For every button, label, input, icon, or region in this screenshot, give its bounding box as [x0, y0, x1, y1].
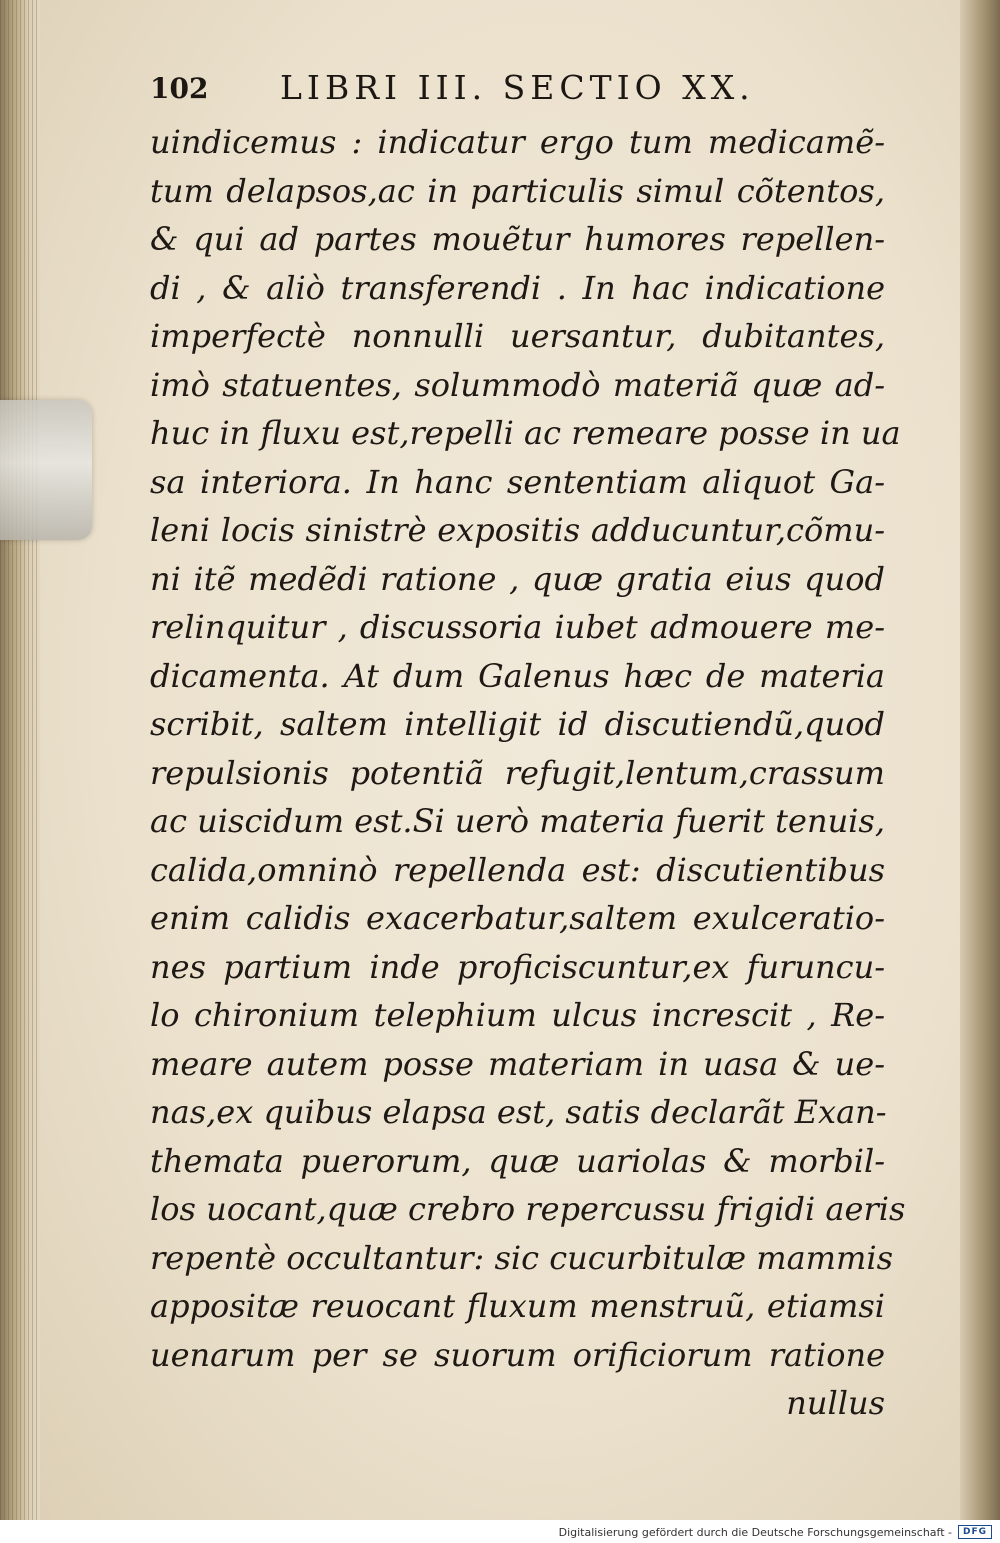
catchword: nullus — [786, 1384, 885, 1422]
text-line-23: los uocant,quæ crebro repercussu frigidi aeris — [150, 1190, 906, 1228]
text-line-8: sa interiora. In hanc sententiam aliquot Ga- — [150, 462, 885, 501]
right-page-edge — [960, 0, 1000, 1520]
footer-bar — [0, 1520, 1000, 1543]
page-number: 102 — [150, 72, 209, 105]
footer-credit: Digitalisierung gefördert durch die Deutsche Forschungsgemeinschaft - — [558, 1526, 952, 1539]
text-line-16: calida,omninò repellenda est: discutientibus — [150, 850, 885, 889]
text-line-20: meare autem posse materiam in uasa & ue- — [150, 1044, 885, 1083]
running-head: LIBRI III. SECTIO XX. — [280, 68, 755, 107]
text-line-9: leni locis sinistrè expositis adducuntur,cõmu- — [150, 511, 885, 549]
text-line-5: imperfectè nonnulli uersantur, dubitantes, — [150, 317, 885, 355]
text-line-3: & qui ad partes mouẽtur humores repellen- — [150, 220, 885, 258]
text-line-4: di , & aliò transferendi . In hac indicatione — [150, 268, 885, 307]
text-line-11: relinquitur , discussoria iubet admouere me- — [150, 608, 885, 646]
text-line-22: themata puerorum, quæ uariolas & morbil- — [150, 1141, 885, 1180]
text-line-18: nes partium inde proficiscuntur,ex furuncu- — [150, 947, 885, 986]
left-page-edges — [0, 0, 40, 1543]
text-line-26: uenarum per se suorum orificiorum ratione — [150, 1335, 885, 1374]
dfg-logo-icon[interactable]: DFG — [958, 1525, 992, 1539]
body-text — [150, 118, 906, 1428]
text-line-2: tum delapsos,ac in particulis simul cõtentos, — [150, 171, 885, 210]
text-line-15: ac uiscidum est.Si uerò materia fuerit tenuis, — [150, 802, 885, 840]
text-line-14: repulsionis potentiã refugit,lentum,crassum — [150, 753, 885, 792]
text-line-21: nas,ex quibus elapsa est, satis declarãt Exan- — [150, 1093, 887, 1131]
text-line-1: uindicemus : indicatur ergo tum medicamẽ- — [150, 123, 885, 161]
text-line-12: dicamenta. At dum Galenus hæc de materia — [150, 656, 885, 695]
text-line-13: scribit, saltem intelligit id discutiendũ,quod — [150, 705, 885, 743]
text-line-19: lo chironium telephium ulcus increscit , Re- — [150, 996, 885, 1034]
text-line-25: appositæ reuocant fluxum menstruũ, etiamsi — [150, 1287, 885, 1325]
text-line-7: huc in fluxu est,repelli ac remeare posse in ua — [150, 414, 901, 452]
text-line-10: ni itẽ medẽdi ratione , quæ gratia eius quod — [150, 559, 885, 598]
page-header — [150, 68, 800, 113]
text-line-17: enim calidis exacerbatur,saltem exulceratio- — [150, 899, 885, 937]
page-clamp — [0, 400, 92, 540]
text-line-24: repentè occultantur: sic cucurbitulæ mammis — [150, 1238, 893, 1277]
text-line-6: imò statuentes, solummodò materiã quæ ad- — [150, 365, 885, 404]
